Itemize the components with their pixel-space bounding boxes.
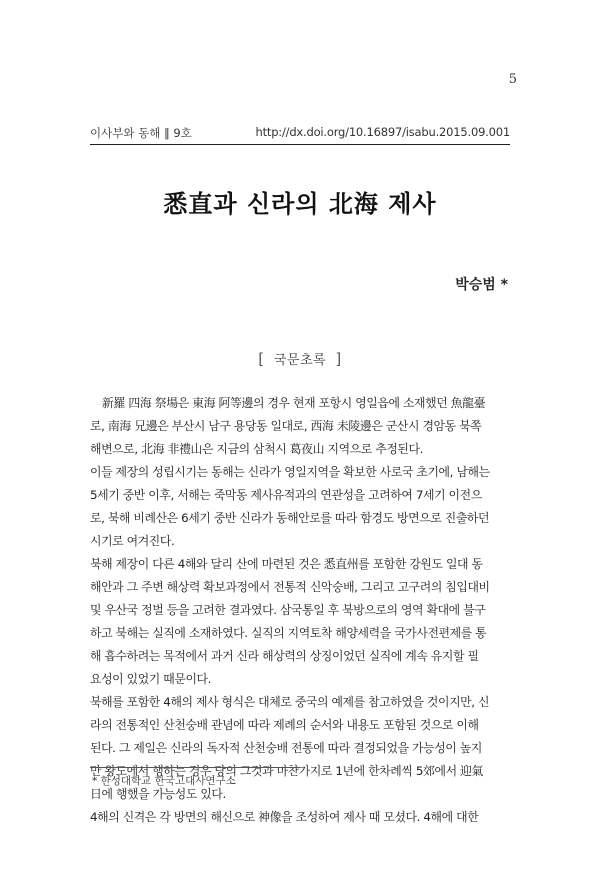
abstract-line: 日에 행했을 가능성도 있다.: [90, 787, 226, 801]
abstract-line: 해 흡수하려는 목적에서 과거 신라 해상력의 상징이었던 실직에 계속 유지할 필: [90, 649, 479, 663]
abstract-line: 북해 제장이 다른 4해와 달리 산에 마련된 것은 悉直州를 포함한 강원도 일대 동: [90, 557, 483, 571]
abstract-line: 된다. 그 제일은 신라의 독자적 산천숭배 전통에 따라 결정되었을 가능성이 높지: [90, 741, 482, 755]
footnote-divider: [90, 767, 300, 768]
abstract-line: 로, 南海 兄邊은 부산시 남구 용당동 일대로, 西海 未陵邊은 군산시 경암동 북쪽: [90, 419, 482, 433]
abstract-line: 만 왕도에서 행하는 경우 당의 그것과 마찬가지로 1년에 한차례씩 5郊에서 迎氣: [90, 764, 484, 778]
article-title: 悉直과 신라의 北海 제사: [163, 189, 437, 218]
abstract-line: 요성이 있었기 때문이다.: [90, 672, 212, 686]
abstract-line: 4해의 신격은 각 방면의 해신으로 神像을 조성하여 제사 때 모셨다. 4해에 대한: [90, 810, 479, 824]
abstract-heading: [0, 349, 600, 368]
abstract-line: 新羅 四海 祭場은 東海 阿等邊의 경우 현재 포항시 영일읍에 소재했던 魚龍臺: [102, 396, 486, 410]
abstract-line: 라의 전통적인 산천숭배 관념에 따라 제례의 순서와 내용도 포함된 것으로 이해: [90, 718, 479, 732]
abstract-heading-label: 국문초록: [273, 353, 327, 368]
abstract-line: 및 우산국 정벌 등을 고려한 결과였다. 삼국통일 후 북방으로의 영역 확대에 불구: [90, 603, 486, 617]
abstract-body: [90, 392, 510, 829]
abstract-line: 해변으로, 北海 非禮山은 지금의 삼척시 葛夜山 지역으로 추정된다.: [90, 442, 423, 456]
running-header: [90, 122, 510, 145]
abstract-line: 로, 북해 비례산은 6세기 중반 신라가 동해안로를 따라 함경도 방면으로 진출하던: [90, 511, 490, 525]
right-bracket-glyph: ]: [335, 350, 342, 368]
author-name: 박승범 *: [455, 277, 508, 293]
page-number: 5: [508, 72, 517, 87]
left-bracket-glyph: [: [258, 350, 265, 368]
abstract-line: 북해를 포함한 4해의 제사 형식은 대체로 중국의 예제를 참고하였을 것이지만, 신: [90, 695, 490, 709]
abstract-line: 시기로 여겨진다.: [90, 534, 175, 548]
abstract-line: 5세기 중반 이후, 서해는 죽막동 제사유적과의 연관성을 고려하여 7세기 이전으: [90, 488, 482, 502]
footnote: * 한성대학교 한국고대사연구소: [92, 775, 236, 787]
doi-link[interactable]: http://dx.doi.org/10.16897/isabu.2015.09.001: [255, 125, 510, 139]
journal-name: 이사부와 동해 ‖ 9호: [90, 126, 192, 140]
abstract-line: 이들 제장의 성립시기는 동해는 신라가 영일지역을 확보한 사로국 초기에, 남해는: [90, 465, 490, 479]
abstract-line: 해안과 그 주변 해상력 확보과정에서 전통적 신악숭배, 그리고 고구려의 침입대비: [90, 580, 490, 594]
abstract-line: 하고 북해는 실직에 소재하였다. 실직의 지역토착 해양세력을 국가사전편제를 통: [90, 626, 487, 640]
